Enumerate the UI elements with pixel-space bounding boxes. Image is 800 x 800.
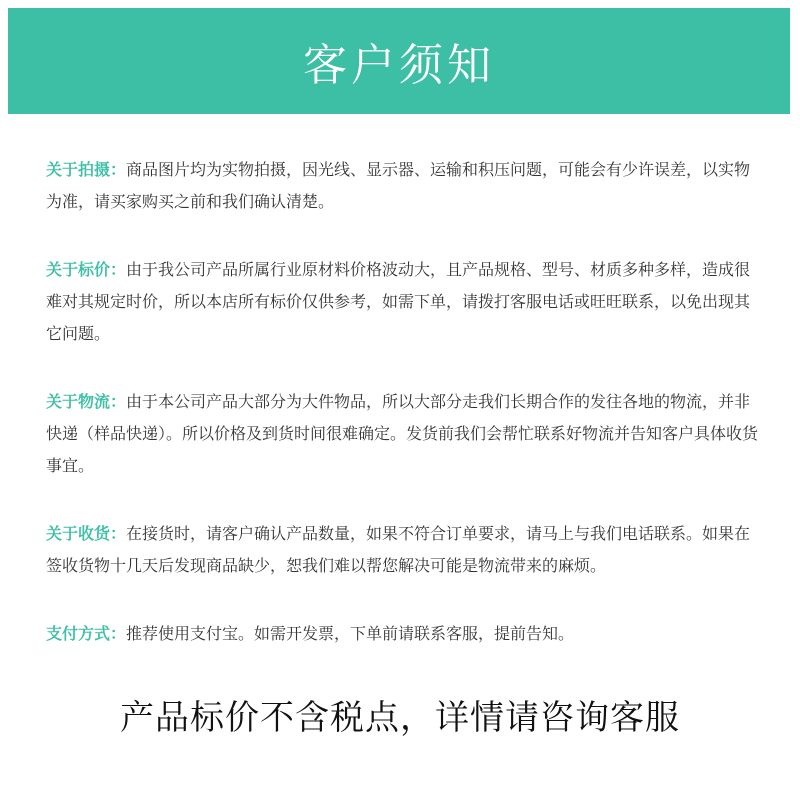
footer-note: 产品标价不含税点，详情请咨询客服	[120, 698, 680, 738]
notice-section-pricing	[46, 254, 758, 350]
header-banner	[8, 8, 790, 114]
section-label: 支付方式：	[46, 624, 127, 643]
section-text: 在接货时，请客户确认产品数量，如果不符合订单要求，请马上与我们电话联系。如果在签收货物十几天后发现商品缺少，恕我们难以帮您解决可能是物流带来的麻烦。	[46, 524, 751, 575]
notice-section-logistics	[46, 386, 758, 482]
notice-section-payment	[46, 618, 758, 650]
section-label: 关于收货：	[46, 524, 127, 543]
section-text: 商品图片均为实物拍摄，因光线、显示器、运输和积压问题，可能会有少许误差，以实物为准，请买家购买之前和我们确认清楚。	[46, 160, 751, 211]
page-title: 客户须知	[303, 40, 495, 91]
section-label: 关于拍摄：	[46, 160, 127, 179]
section-text: 由于本公司产品大部分为大件物品，所以大部分走我们长期合作的发往各地的物流，并非快递（样品快递）。所以价格及到货时间很难确定。发货前我们会帮忙联系好物流并告知客户具体收货事宜。	[46, 392, 759, 475]
notice-sections	[46, 154, 758, 650]
section-label: 关于物流：	[46, 392, 127, 411]
section-text: 推荐使用支付宝。如需开发票，下单前请联系客服，提前告知。	[126, 624, 575, 643]
notice-section-receiving	[46, 518, 758, 582]
section-text: 由于我公司产品所属行业原材料价格波动大，且产品规格、型号、材质多种多样，造成很难对其规定时价，所以本店所有标价仅供参考，如需下单，请拨打客服电话或旺旺联系，以免出现其它问题。	[46, 260, 751, 343]
notice-section-photography	[46, 154, 758, 218]
section-label: 关于标价：	[46, 260, 127, 279]
